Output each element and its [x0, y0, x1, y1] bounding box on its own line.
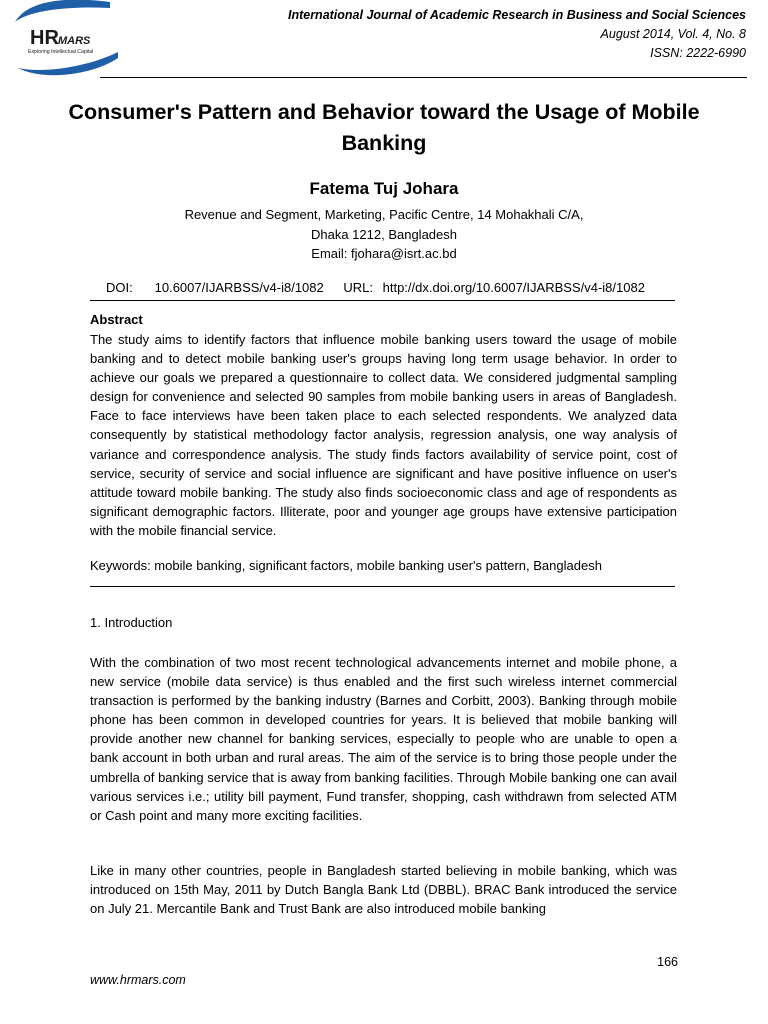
footer-website-link[interactable]: www.hrmars.com: [90, 973, 186, 987]
abstract-heading: Abstract: [90, 312, 143, 327]
doi-divider: [90, 300, 675, 301]
affiliation-line-1: Revenue and Segment, Marketing, Pacific Centre, 14 Mohakhali C/A,: [184, 207, 584, 222]
author-affiliation: [0, 205, 768, 264]
author-name: Fatema Tuj Johara: [309, 179, 459, 198]
page-number: 166: [657, 955, 678, 969]
logo-brand: HR: [30, 27, 59, 49]
logo-tagline: Exploring Intellectual Capital: [28, 49, 94, 55]
logo-brand-suffix: MARS: [58, 35, 91, 47]
author-email: Email: fjohara@isrt.ac.bd: [311, 246, 457, 261]
journal-header: [226, 6, 746, 63]
paper-title: Consumer's Pattern and Behavior toward the Usage of Mobile Banking: [68, 100, 700, 155]
introduction-heading: 1. Introduction: [90, 615, 173, 630]
header-divider: [100, 77, 747, 78]
journal-name: International Journal of Academic Research in Business and Social Sciences: [287, 8, 746, 22]
doi-url-link[interactable]: http://dx.doi.org/10.6007/IJARBSS/v4-i8/1082: [382, 280, 645, 295]
doi-label: DOI:: [106, 280, 133, 295]
keywords-divider: [90, 586, 675, 587]
url-label: URL:: [343, 280, 373, 295]
abstract-text: The study aims to identify factors that influence mobile banking users toward the usage of mobile banking and to detect mobile banking user's groups having long term usage behavior. In order to achieve our goals we prepared a questionnaire to collect data. We considered judgmental sampling design for convenience and selected 90 samples from mobile banking users in areas of Bangladesh. Face to face interviews have been taken place to each selected respondents. We analyzed data consequently by statistical methodology factor analysis, regression analysis, one way analysis of variance and correspondence analysis. The study finds factors availability of service point, cost of service, security of service and social influence are significant and have positive influence on user's attitude toward mobile banking. The study also finds socioeconomic class and age of respondents as significant demographic factors. Illiterate, poor and younger age groups have extensive participation with the mobile financial service.: [90, 332, 677, 538]
doi-value[interactable]: 10.6007/IJARBSS/v4-i8/1082: [154, 280, 324, 295]
hrmars-logo-icon: [0, 0, 125, 80]
doi-line: [106, 280, 686, 295]
affiliation-line-2: Dhaka 1212, Bangladesh: [310, 226, 457, 242]
hrmars-logo: [0, 0, 125, 80]
journal-issn: ISSN: 2222-6990: [650, 46, 746, 60]
introduction-paragraph-2: Like in many other countries, people in Bangladesh started believing in mobile banking, which was introduced on 15th May, 2011 by Dutch Bangla Bank Ltd (DBBL). BRAC Bank introduced the service on July 21. Mercantile Bank and Trust Bank are also introduced mobile banking: [90, 863, 677, 917]
journal-issue: August 2014, Vol. 4, No. 8: [600, 27, 746, 41]
introduction-paragraph-1: With the combination of two most recent technological advancements internet and mobile phone, a new service (mobile data service) is thus enabled and the first such wireless internet commercial transaction is performed by the banking industry (Barnes and Corbitt, 2003). Banking through mobile phone has been common in developed countries for years. It is believed that mobile banking will provide another new channel for banking services, especially to people who are unable to open a bank account in both urban and rural areas. The aim of the service is to bring those people under the umbrella of banking service that is away from banking facilities. Through Mobile banking one can avail various services i.e.; utility bill payment, Fund transfer, shopping, cash withdrawn from selected ATM or Cash point and many more exciting facilities.: [90, 655, 677, 823]
keywords: Keywords: mobile banking, significant factors, mobile banking user's pattern, Bangladesh: [90, 558, 602, 573]
